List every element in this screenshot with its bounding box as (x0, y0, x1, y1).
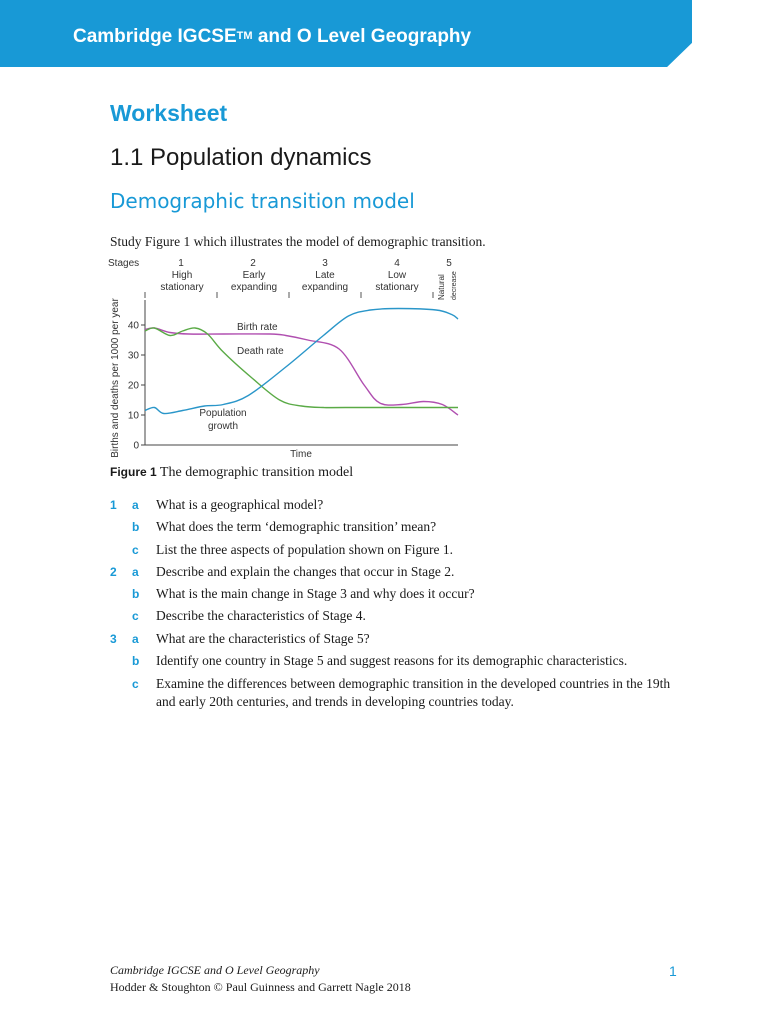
population-growth-line (145, 309, 458, 414)
question-letter: c (132, 677, 139, 691)
demographic-transition-chart (100, 252, 470, 462)
stage-number: 5 (446, 258, 452, 269)
y-tick-label: 20 (127, 380, 139, 392)
stage-name: Natural (437, 274, 446, 300)
stage-number: 4 (394, 258, 400, 269)
stage-number: 2 (250, 258, 256, 269)
question-text: What are the characteristics of Stage 5? (156, 631, 370, 646)
question-letter: c (132, 543, 139, 557)
figure-caption-text: The demographic transition model (156, 465, 354, 480)
question-number: 2 (110, 565, 117, 579)
section-subtitle: Demographic transition model (110, 189, 415, 213)
header-title (73, 26, 471, 48)
y-tick-label: 10 (127, 410, 139, 422)
trademark-mark: TM (236, 30, 253, 42)
question-text: List the three aspects of population shown on Figure 1. (156, 542, 453, 557)
question-letter: a (132, 498, 139, 512)
question-letter: b (132, 520, 140, 534)
question-letter: b (132, 587, 140, 601)
question-letter: a (132, 565, 139, 579)
figure-label: Figure 1 (110, 465, 157, 479)
question-item (110, 630, 685, 648)
footer-copyright: Hodder & Stoughton © Paul Guinness and Garrett Nagle 2018 (110, 980, 411, 994)
footer-book-title: Cambridge IGCSE and O Level Geography (110, 963, 320, 977)
question-text: What is a geographical model? (156, 497, 324, 512)
birth-rate-line (145, 328, 458, 415)
question-item (110, 563, 685, 581)
stage-name: decrease (451, 271, 458, 300)
question-item (110, 585, 685, 603)
figure-caption (110, 465, 353, 481)
y-tick-label: 40 (127, 320, 139, 332)
stage-number: 1 (178, 258, 184, 269)
y-tick-label: 0 (133, 440, 139, 452)
question-number: 3 (110, 632, 117, 646)
stage-name: Low (387, 270, 407, 281)
question-item (110, 652, 685, 670)
stage-name: Early (242, 270, 266, 281)
question-text: Examine the differences between demographic transition in the developed countries in the 19th and early 20th centuries, and trends in developing countries today. (156, 676, 671, 709)
stage-number: 3 (322, 258, 328, 269)
stage-name: Late (315, 270, 335, 281)
question-letter: b (132, 654, 140, 668)
question-text: What is the main change in Stage 3 and why does it occur? (156, 586, 475, 601)
y-axis-label: Births and deaths per 1000 per year (110, 298, 121, 458)
question-item (110, 518, 685, 536)
question-item (110, 607, 685, 625)
stage-name: High (171, 270, 193, 281)
x-axis-label: Time (290, 449, 312, 460)
question-text: Describe the characteristics of Stage 4. (156, 608, 366, 623)
stages-label: Stages (108, 258, 140, 269)
y-tick-label: 30 (127, 350, 139, 362)
question-item (110, 541, 685, 559)
death-rate-label: Death rate (237, 346, 284, 357)
question-letter: a (132, 632, 139, 646)
header-title-pre: Cambridge IGCSE (73, 26, 237, 47)
page-title: 1.1 Population dynamics (110, 144, 372, 171)
stage-name: stationary (160, 282, 204, 293)
question-number: 1 (110, 498, 117, 512)
death-rate-line (145, 328, 458, 408)
header-title-post: and O Level Geography (252, 26, 472, 47)
worksheet-label: Worksheet (110, 100, 228, 126)
question-item (110, 496, 685, 514)
page-number: 1 (669, 963, 677, 979)
question-text: Describe and explain the changes that occur in Stage 2. (156, 564, 455, 579)
stage-name: expanding (301, 282, 349, 293)
birth-rate-label: Birth rate (237, 322, 278, 333)
question-text: What does the term ‘demographic transition’ mean? (156, 519, 437, 534)
stage-name: stationary (375, 282, 419, 293)
population-growth-label: Population (199, 408, 247, 419)
question-letter: c (132, 609, 139, 623)
question-item (110, 675, 685, 711)
stage-name: expanding (230, 282, 278, 293)
population-growth-label: growth (207, 421, 239, 432)
intro-text: Study Figure 1 which illustrates the model of demographic transition. (110, 234, 486, 249)
question-text: Identify one country in Stage 5 and suggest reasons for its demographic characteristics. (156, 653, 628, 668)
